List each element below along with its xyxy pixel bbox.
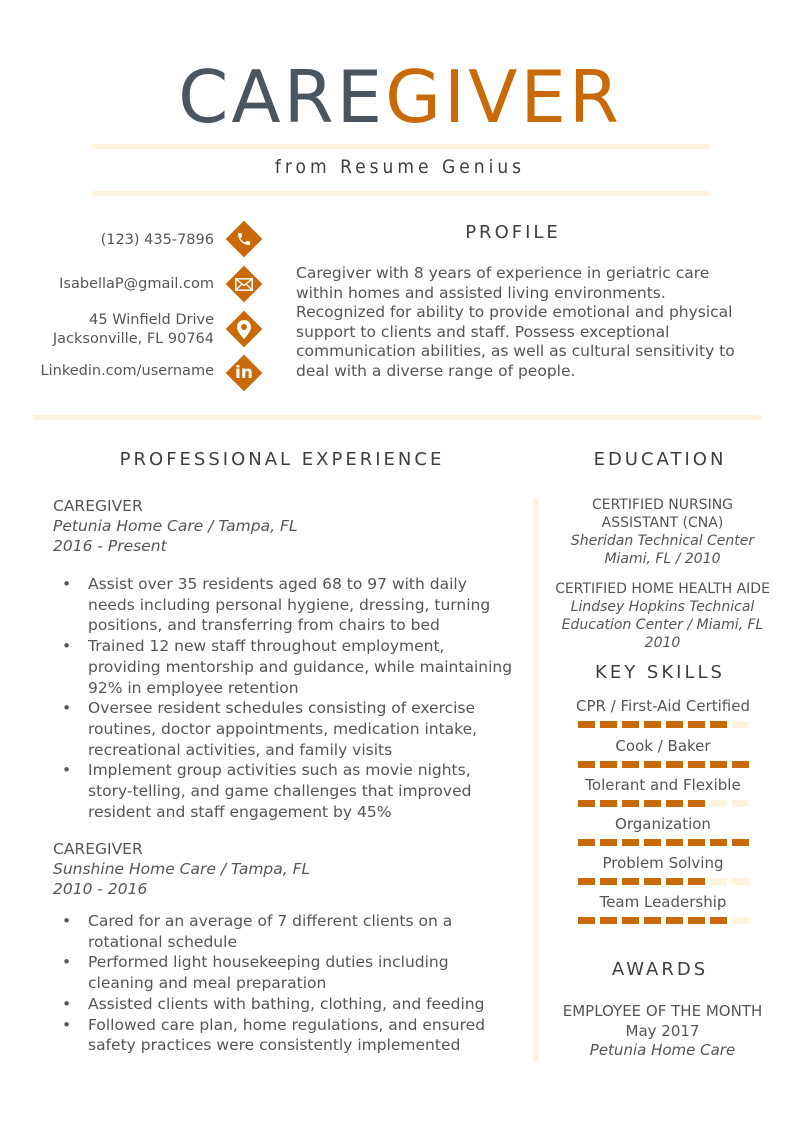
job-title: CAREGIVER [53,497,143,515]
job-bullet: • Trained 12 new staff throughout employment, providing mentorship and guidance, while maintaining 92% in employee retention [53,636,513,698]
map-pin-icon [226,311,262,347]
skill-segment-empty [732,917,749,924]
skill-segment-filled [666,878,683,885]
skill-item [553,893,773,924]
skill-segment-empty [710,878,727,885]
edu-title-line: CERTIFIED NURSING [591,497,734,513]
skill-segment-filled [688,917,705,924]
experience-heading: PROFESSIONAL EXPERIENCE [119,449,445,470]
skill-label: Team Leadership [599,893,727,911]
skill-level-bar [553,761,773,768]
job-employer: Petunia Home Care / Tampa, FL [53,517,298,535]
skill-segment-filled [578,917,595,924]
skill-level-bar [553,800,773,807]
column-divider [533,499,538,1061]
skill-level-bar [553,839,773,846]
skill-segment-filled [688,878,705,885]
awards-heading: AWARDS [611,959,709,980]
skill-segment-empty [732,800,749,807]
skill-level-bar [553,917,773,924]
skill-segment-filled [666,761,683,768]
edu-year: 2010 [644,635,681,651]
skill-segment-filled [666,917,683,924]
header-divider-bottom [92,191,709,196]
skills-list [553,697,773,932]
skill-segment-filled [710,839,727,846]
job-bullet: • Assisted clients with bathing, clothing, and feeding [53,994,513,1015]
skill-segment-filled [644,761,661,768]
contact-phone: (123) 435-7896 [100,232,214,248]
skill-segment-filled [732,761,749,768]
contact-linkedin: Linkedin.com/username [40,363,214,379]
resume-title [0,55,800,139]
contact-email: IsabellaP@gmail.com [59,276,214,292]
edu-title-line: ASSISTANT (CNA) [601,515,724,531]
skill-segment-filled [600,878,617,885]
edu-title-line: CERTIFIED HOME HEALTH AIDE [555,581,770,597]
skill-segment-filled [710,917,727,924]
skill-segment-filled [644,839,661,846]
skill-label: Organization [615,815,711,833]
job-bullet: • Cared for an average of 7 different clients on a rotational schedule [53,911,513,952]
title-part-care: CARE [178,55,386,139]
job-dates: 2010 - 2016 [53,880,148,898]
skill-item [553,776,773,807]
skill-item [553,815,773,846]
skill-segment-filled [622,839,639,846]
award-title: EMPLOYEE OF THE MONTH [562,1002,763,1020]
subtitle: from Resume Genius [274,156,526,178]
skill-segment-filled [600,800,617,807]
skill-segment-filled [732,839,749,846]
title-part-giver: GIVER [385,55,622,139]
envelope-icon [226,266,262,302]
skill-segment-empty [732,878,749,885]
section-divider [33,415,762,420]
skill-segment-filled [710,761,727,768]
skill-segment-filled [578,761,595,768]
skill-segment-filled [578,721,595,728]
job-1 [53,496,513,822]
job-bullet: • Implement group activities such as movie nights, story-telling, and game challenges that improved resident and staff engagement by 45% [53,760,513,822]
skill-segment-filled [688,761,705,768]
phone-icon [226,221,262,257]
job-bullet: • Assist over 35 residents aged 68 to 97 with daily needs including personal hygiene, dressing, turning positions, and transferring from chairs to bed [53,574,513,636]
job-bullet: • Performed light housekeeping duties including cleaning and meal preparation [53,952,513,993]
contact-address-line1: 45 Winfield Drive [89,312,214,328]
skill-item [553,737,773,768]
skill-label: Problem Solving [602,854,724,872]
edu-school: Education Center / Miami, FL [561,617,764,633]
skill-segment-filled [688,800,705,807]
edu-school: Lindsey Hopkins Technical [570,599,755,615]
job-title: CAREGIVER [53,840,143,858]
skill-segment-filled [666,839,683,846]
skill-segment-filled [622,878,639,885]
education-item-1 [545,496,780,568]
skill-segment-filled [578,800,595,807]
skill-segment-filled [710,721,727,728]
edu-school: Sheridan Technical Center [570,533,755,549]
job-bullet: • Followed care plan, home regulations, and ensured safety practices were consistently implemented [53,1015,513,1056]
job-dates: 2016 - Present [53,537,167,555]
skill-segment-filled [622,917,639,924]
skills-heading: KEY SKILLS [595,662,725,683]
profile-heading: PROFILE [465,222,561,243]
education-item-2 [545,580,780,652]
job-employer: Sunshine Home Care / Tampa, FL [53,860,311,878]
job-bullets [53,574,513,822]
skill-segment-filled [644,917,661,924]
skill-segment-filled [688,721,705,728]
skill-segment-filled [644,800,661,807]
skill-segment-filled [622,721,639,728]
award-date: May 2017 [625,1021,700,1040]
contact-address-line2: Jacksonville, FL 90764 [52,331,214,347]
skill-segment-filled [688,839,705,846]
skill-segment-filled [622,761,639,768]
skill-item [553,854,773,885]
job-bullet: • Oversee resident schedules consisting of exercise routines, doctor appointments, medication intake, recreational activities, and family visits [53,698,513,760]
skill-label: Tolerant and Flexible [585,776,741,794]
skill-segment-filled [666,800,683,807]
skill-segment-filled [600,917,617,924]
award-organization: Petunia Home Care [589,1041,736,1059]
skill-segment-filled [578,878,595,885]
linkedin-icon: in [235,363,253,383]
profile-summary: Caregiver with 8 years of experience in geriatric care within homes and assisted living environments. Recognized for ability to provide emotional and physical support to clients and staff. Possess exceptional communication abilities, as well as cultural sensitivity to deal with a diverse range of people. [296,264,735,380]
skill-segment-filled [600,839,617,846]
education-heading: EDUCATION [593,449,727,470]
skill-segment-filled [600,761,617,768]
skill-level-bar [553,878,773,885]
skill-item [553,697,773,728]
skill-segment-filled [622,800,639,807]
skill-segment-filled [666,721,683,728]
job-2 [53,839,513,1056]
job-bullets [53,911,513,1056]
skill-level-bar [553,721,773,728]
header-divider-top [92,144,709,149]
edu-location-year: Miami, FL / 2010 [604,551,721,567]
skill-segment-filled [644,721,661,728]
skill-segment-empty [732,721,749,728]
skill-label: Cook / Baker [615,737,711,755]
award-item [545,1002,780,1061]
skill-segment-empty [710,800,727,807]
skill-segment-filled [578,839,595,846]
skill-label: CPR / First-Aid Certified [575,697,751,715]
skill-segment-filled [644,878,661,885]
skill-segment-filled [600,721,617,728]
